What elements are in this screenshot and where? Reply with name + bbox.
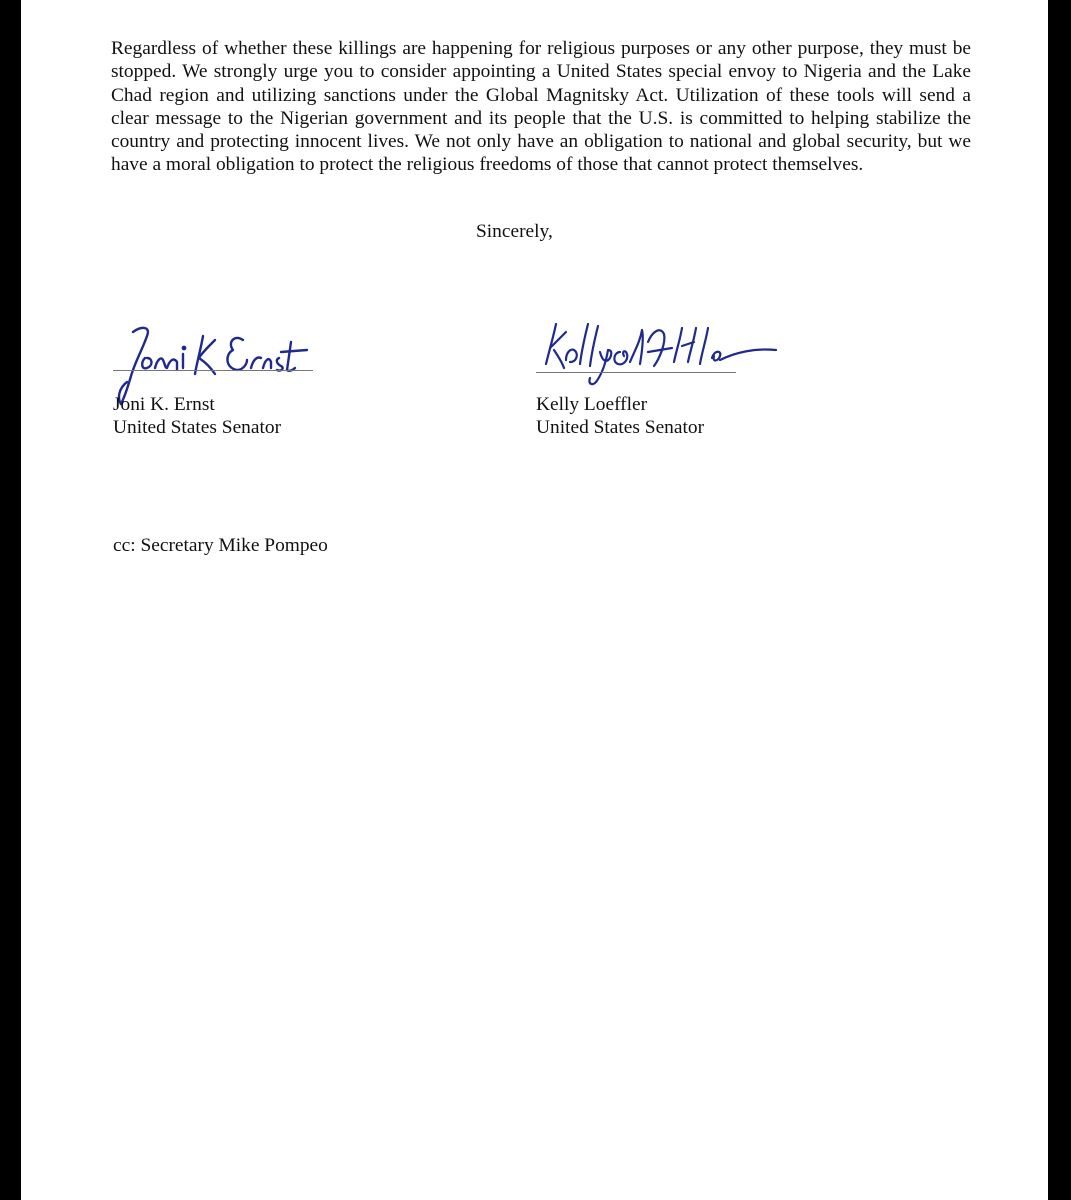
closing-salutation: Sincerely, [476,221,553,242]
signatory-name: Joni K. Ernst [113,394,215,415]
signatory-loeffler [536,393,704,440]
signature-line-ernst [113,370,313,371]
signatory-title: United States Senator [536,417,705,439]
letter-page [21,0,1048,1200]
signature-line-loeffler [536,372,736,373]
signature-loeffler [536,312,786,392]
body-paragraph: Regardless of whether these killings are happening for religious purposes or any other purpose, they must be stopped. We strongly urge you to consider appointing a United States special envoy to Nigeria and the Lake Chad region and utilizing sanctions under the Global Magnitsky Act. Utilization of these tools will send a clear message to the Nigerian government and its people that the U.S. is committed to helping stabilize the country and protecting innocent lives. We not only have an obligation to national and global security, but we have a moral obligation to protect the religious freedoms of those that cannot protect themselves. [111,38,971,176]
signatory-name: Kelly Loeffler [536,394,648,415]
signatory-title: United States Senator [113,417,282,439]
cc-line: cc: Secretary Mike Pompeo [113,535,328,556]
signatory-ernst [113,393,281,440]
